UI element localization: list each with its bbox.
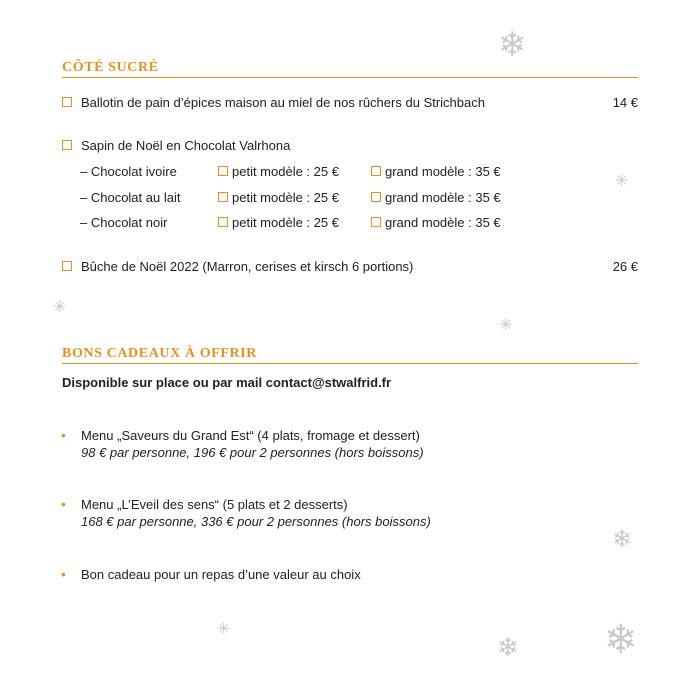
snowflake-icon: ❄ [498, 26, 527, 64]
checkbox-icon[interactable] [371, 217, 381, 227]
snowflake-icon: ❄ [612, 526, 633, 553]
section-divider [62, 77, 638, 78]
checkbox-icon[interactable] [218, 192, 228, 202]
snowflake-icon: ✳ [499, 317, 513, 334]
gift-detail: 168 € par personne, 336 € pour 2 personnes (hors boissons) [81, 514, 431, 529]
variant-large: grand modèle : 35 € [385, 215, 501, 230]
gift-detail: 98 € par personne, 196 € pour 2 personnes (hors boissons) [81, 445, 424, 460]
checkbox-icon[interactable] [62, 261, 72, 271]
variant-small: petit modèle : 25 € [232, 190, 339, 205]
checkbox-icon[interactable] [371, 192, 381, 202]
bullet-icon: • [61, 566, 66, 582]
variant-name: – Chocolat au lait [80, 190, 181, 205]
gift-title: Menu „L’Eveil des sens“ (5 plats et 2 desserts) [81, 497, 348, 512]
availability-note: Disponible sur place ou par mail contact@stwalfrid.fr [62, 375, 392, 390]
variant-name: – Chocolat noir [80, 215, 168, 230]
section-divider [62, 363, 638, 364]
snowflake-icon: ✳ [615, 173, 629, 190]
snowflake-icon: ✳ [53, 299, 67, 316]
variant-name: – Chocolat ivoire [80, 164, 177, 179]
gift-title: Menu „Saveurs du Grand Est“ (4 plats, fromage et dessert) [81, 428, 420, 443]
checkbox-icon[interactable] [218, 166, 228, 176]
snowflake-icon: ❄ [497, 632, 519, 662]
bullet-icon: • [61, 496, 66, 512]
item-price: 14 € [612, 95, 638, 110]
section-title-sweet: CÔTÉ SUCRÉ [62, 60, 159, 75]
snowflake-icon: ✳ [217, 621, 231, 638]
bullet-icon: • [61, 427, 66, 443]
checkbox-icon[interactable] [218, 217, 228, 227]
item-label: Sapin de Noël en Chocolat Valrhona [81, 138, 291, 153]
variant-small: petit modèle : 25 € [232, 164, 339, 179]
variant-small: petit modèle : 25 € [232, 215, 339, 230]
checkbox-icon[interactable] [62, 140, 72, 150]
checkbox-icon[interactable] [62, 97, 72, 107]
checkbox-icon[interactable] [371, 166, 381, 176]
gift-title: Bon cadeau pour un repas d’une valeur au choix [81, 567, 361, 582]
item-label: Bûche de Noël 2022 (Marron, cerises et kirsch 6 portions) [81, 259, 414, 274]
snowflake-icon: ❄ [604, 618, 638, 662]
section-title-gifts: BONS CADEAUX À OFFRIR [62, 346, 257, 361]
variant-large: grand modèle : 35 € [385, 190, 501, 205]
item-price: 26 € [612, 259, 638, 274]
item-label: Ballotin de pain d’épices maison au miel de nos rûchers du Strichbach [81, 95, 485, 110]
variant-large: grand modèle : 35 € [385, 164, 501, 179]
